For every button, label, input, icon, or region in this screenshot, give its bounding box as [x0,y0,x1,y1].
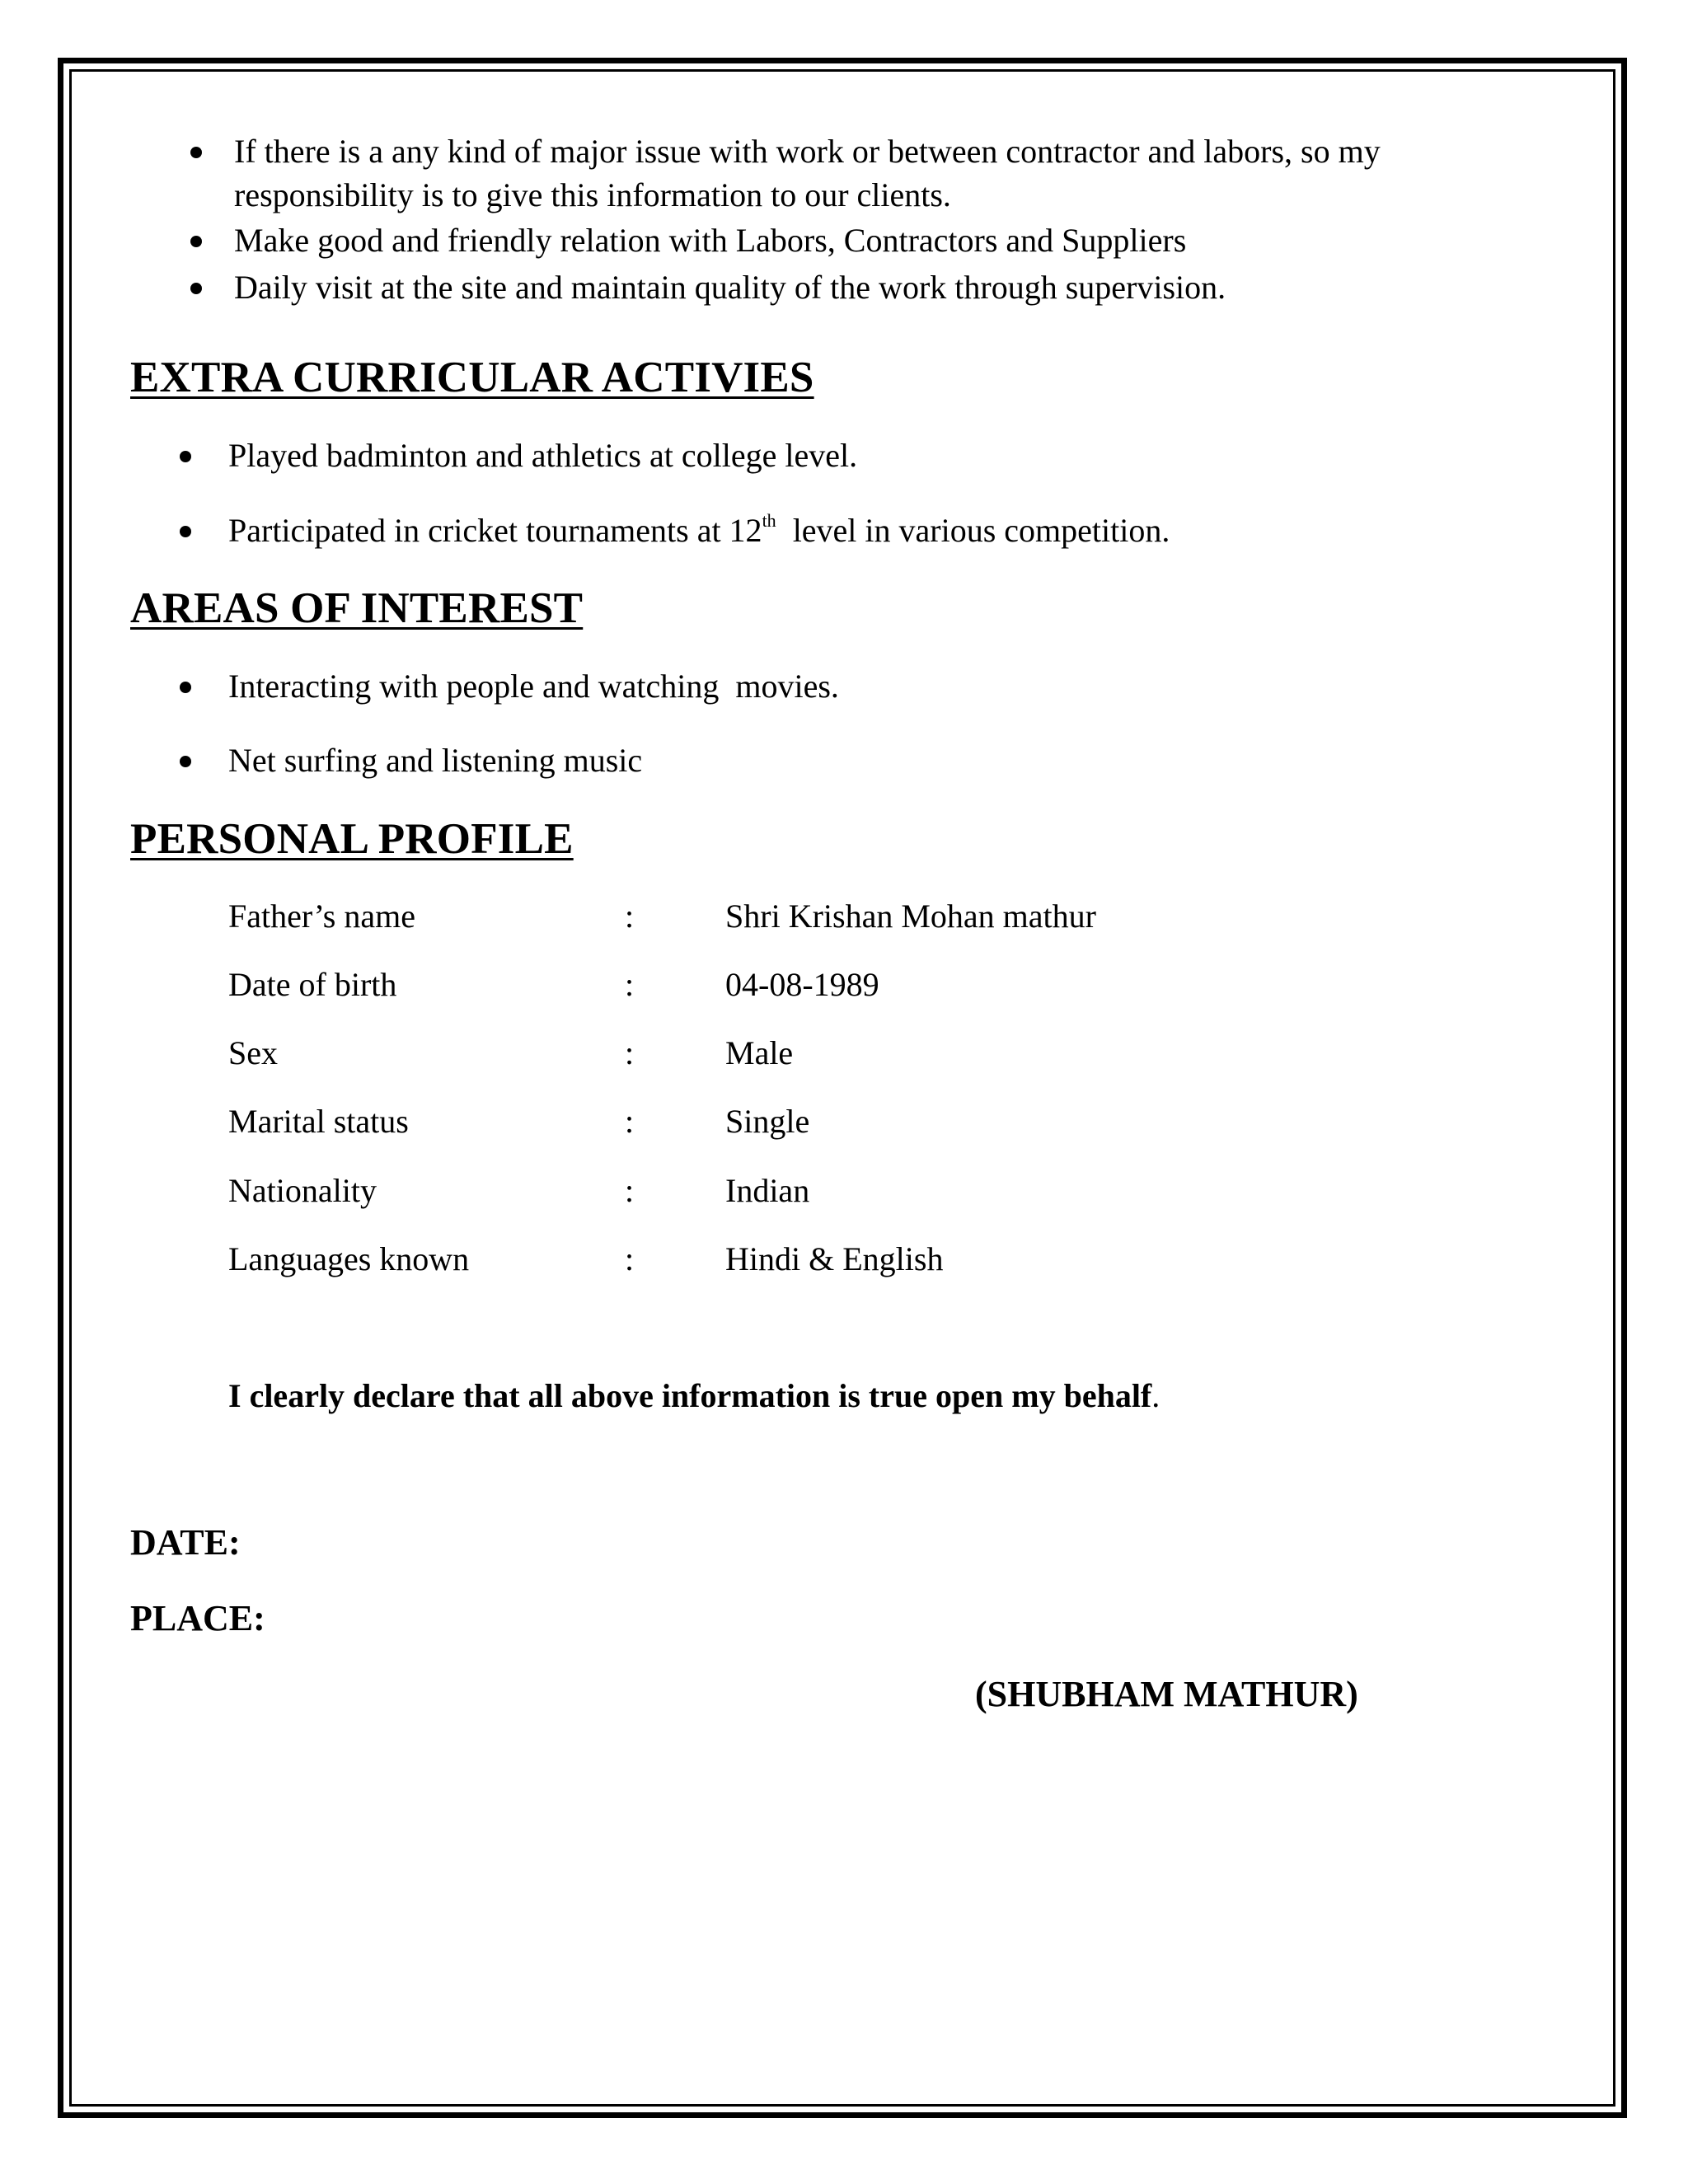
profile-label: Languages known [228,1240,470,1277]
profile-label: Marital status [228,1103,409,1140]
profile-value: Indian [725,1172,810,1209]
responsibility-item-1-line-1: If there is a any kind of major issue with work or between contractor and labors, so my [234,133,1381,170]
profile-value: Male [725,1034,794,1071]
declaration-text: I clearly declare that all above information is true open my behalf [228,1377,1152,1414]
ordinal-suffix: th [762,510,776,531]
profile-separator: : [625,1103,635,1140]
profile-separator: : [625,1172,635,1209]
extra-curricular-item-1: Played badminton and athletics at college level. [228,437,858,474]
profile-label: Nationality [228,1172,377,1209]
interest-item-2: Net surfing and listening music [228,742,643,779]
responsibility-item-1-line-2: responsibility is to give this information to our clients. [234,176,951,213]
bullet-icon [190,236,202,247]
bullet-icon [180,682,191,693]
date-label: DATE: [130,1522,241,1563]
bullet-icon [180,526,191,537]
extra-curricular-item-2 [228,511,1170,550]
interest-item-1: Interacting with people and watching movies. [228,668,839,705]
profile-separator: : [625,1034,635,1071]
profile-label: Sex [228,1034,278,1071]
responsibility-item-3: Daily visit at the site and maintain quality of the work through supervision. [234,269,1226,306]
profile-value: Shri Krishan Mohan mathur [725,898,1096,935]
responsibility-item-2: Make good and friendly relation with Labors, Contractors and Suppliers [234,222,1187,259]
profile-label: Date of birth [228,966,397,1003]
applicant-name: (SHUBHAM MATHUR) [975,1674,1358,1714]
extra-curricular-item-2-text: Participated in cricket tournaments at 12 [228,512,762,549]
profile-label: Father’s name [228,898,415,935]
bullet-icon [190,147,202,158]
extra-curricular-item-2-rest: level in various competition. [776,512,1170,549]
place-label: PLACE: [130,1598,265,1638]
section-heading-extra-curricular: EXTRA CURRICULAR ACTIVIES [130,354,814,401]
profile-separator: : [625,966,635,1003]
section-heading-areas-of-interest: AREAS OF INTEREST [130,584,584,632]
profile-value: Single [725,1103,810,1140]
profile-separator: : [625,898,635,935]
declaration-statement [228,1376,1160,1415]
section-heading-personal-profile: PERSONAL PROFILE [130,815,574,863]
profile-value: 04-08-1989 [725,966,879,1003]
declaration-period: . [1151,1377,1160,1414]
bullet-icon [190,283,202,294]
profile-separator: : [625,1240,635,1277]
bullet-icon [180,756,191,767]
profile-value: Hindi & English [725,1240,944,1277]
bullet-icon [180,451,191,462]
